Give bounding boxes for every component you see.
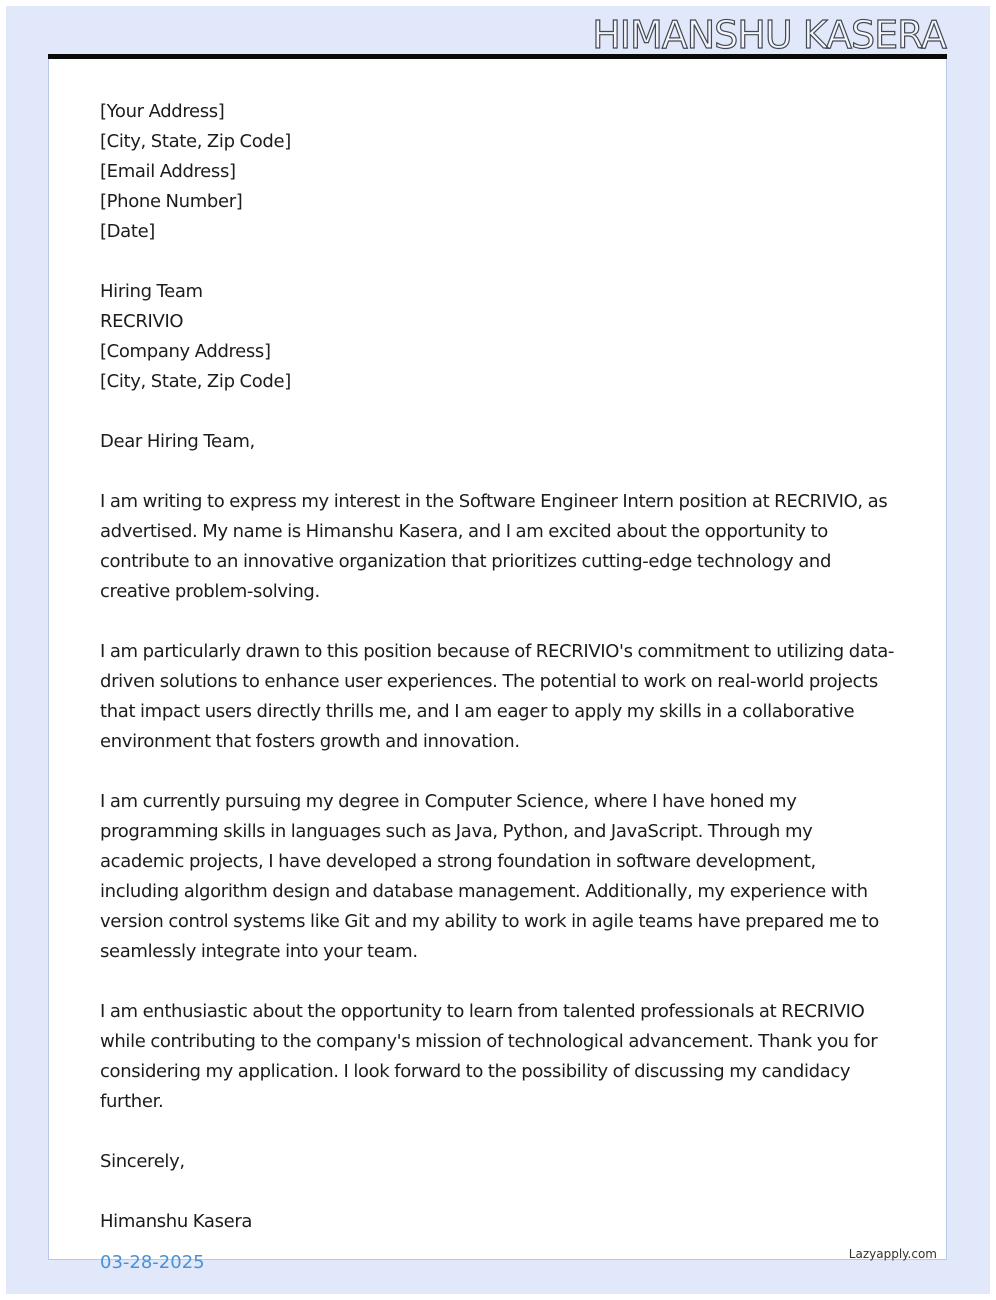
body-paragraph-3: I am currently pursuing my degree in Computer Science, where I have honed my programming skills in languages such as Java, Python, and JavaScript. Through my academic projects, I have developed a strong foundation in software development, including algorithm design and database management. Additionally, my experience with version control systems like Git and my ability to work in agile teams have prepared me to seamlessly integrate into your team. — [100, 791, 879, 962]
sender-date: [Date] — [100, 221, 155, 242]
header-name: HIMANSHU KASERA — [592, 13, 946, 57]
recipient-address: [Company Address] — [100, 341, 271, 362]
body-paragraph-2: I am particularly drawn to this position because of RECRIVIO's commitment to utilizing data-driven solutions to enhance user experiences. The potential to work on real-world projects that impact users directly thrills me, and I am eager to apply my skills in a collaborative environment that fosters growth and innovation. — [100, 641, 895, 752]
body-paragraph-4: I am enthusiastic about the opportunity to learn from talented professionals at RECRIVIO while contributing to the company's mission of technological advancement. Thank you for considering my application. I look forward to the possibility of discussing my candidacy further. — [100, 1001, 878, 1112]
sender-email: [Email Address] — [100, 161, 236, 182]
recipient-name: Hiring Team — [100, 281, 203, 302]
body-paragraph-1: I am writing to express my interest in the Software Engineer Intern position at RECRIVIO, as advertised. My name is Himanshu Kasera, and I am excited about the opportunity to contribute to an innovative organization that prioritizes cutting-edge technology and creative problem-solving. — [100, 491, 888, 602]
salutation: Dear Hiring Team, — [100, 431, 255, 452]
closing: Sincerely, — [100, 1151, 185, 1172]
sender-address: [Your Address] — [100, 101, 225, 122]
letter-body — [100, 97, 895, 1237]
sender-phone: [Phone Number] — [100, 191, 243, 212]
watermark-link[interactable]: Lazyapply.com — [848, 1247, 937, 1261]
recipient-city-state-zip: [City, State, Zip Code] — [100, 371, 291, 392]
sender-city-state-zip: [City, State, Zip Code] — [100, 131, 291, 152]
recipient-company: RECRIVIO — [100, 311, 184, 332]
signature: Himanshu Kasera — [100, 1211, 253, 1232]
footer-date: 03-28-2025 — [100, 1252, 205, 1273]
